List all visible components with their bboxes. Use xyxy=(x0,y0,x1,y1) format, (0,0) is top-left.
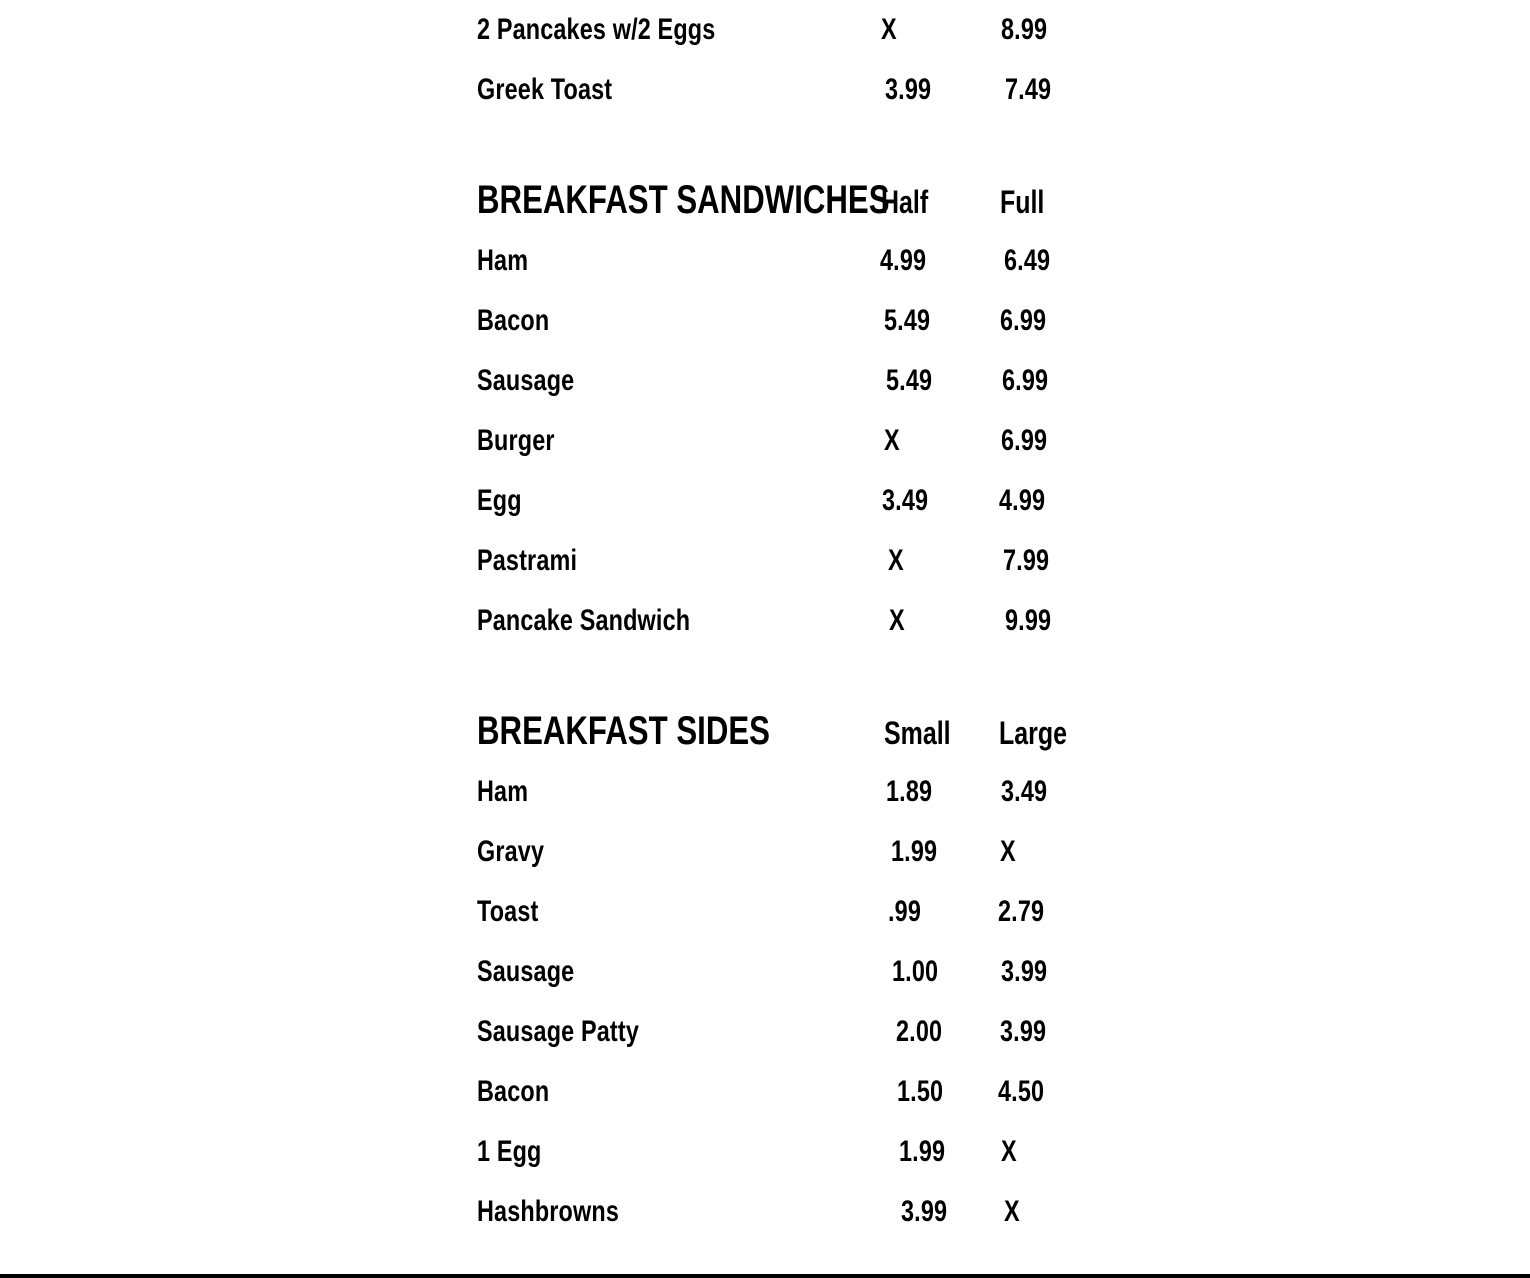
item-price-col2: 2.79 xyxy=(998,895,1045,928)
column-label-half: Half xyxy=(881,184,929,220)
item-price-col1: 1.50 xyxy=(897,1075,944,1108)
menu-row xyxy=(477,241,1117,281)
item-name: Toast xyxy=(477,895,539,928)
item-name: Sausage Patty xyxy=(477,1015,640,1048)
item-price-col2: 3.99 xyxy=(1001,955,1048,988)
item-price-col1: 1.00 xyxy=(892,955,939,988)
menu-row xyxy=(477,70,1117,110)
item-price-col1: 1.99 xyxy=(891,835,938,868)
item-price-col2: X xyxy=(1001,1135,1017,1168)
item-price-col1: .99 xyxy=(888,895,922,928)
section-header-sandwiches xyxy=(477,175,1117,225)
menu-row xyxy=(477,832,1117,872)
column-label-small: Small xyxy=(884,715,951,751)
item-price-col2: 6.99 xyxy=(1002,364,1049,397)
item-name: Pastrami xyxy=(477,544,578,577)
item-name: Bacon xyxy=(477,1075,550,1108)
menu-row xyxy=(477,1192,1117,1232)
item-price-col1: X xyxy=(888,544,904,577)
item-name: Hashbrowns xyxy=(477,1195,619,1228)
item-price-col1: X xyxy=(884,424,900,457)
item-name: Bacon xyxy=(477,304,550,337)
item-price-col2: 4.50 xyxy=(998,1075,1045,1108)
item-price-col2: 7.99 xyxy=(1003,544,1050,577)
menu-row xyxy=(477,772,1117,812)
item-price-col2: 4.99 xyxy=(999,484,1046,517)
item-name: Sausage xyxy=(477,955,575,988)
item-price-col2: 6.99 xyxy=(1001,424,1048,457)
menu-row xyxy=(477,10,1117,50)
item-price-col1: 2.00 xyxy=(896,1015,943,1048)
item-price-col2: 3.49 xyxy=(1001,775,1048,808)
bottom-divider xyxy=(0,1274,1530,1278)
item-price-col1: X xyxy=(881,13,897,46)
item-price-col1: 4.99 xyxy=(880,244,927,277)
menu-row xyxy=(477,301,1117,341)
menu-row xyxy=(477,541,1117,581)
menu-row xyxy=(477,1132,1117,1172)
item-price-col2: 7.49 xyxy=(1005,73,1052,106)
item-name: Burger xyxy=(477,424,555,457)
menu-row xyxy=(477,481,1117,521)
column-label-large: Large xyxy=(999,715,1067,751)
section-header-sides xyxy=(477,706,1117,756)
item-price-col1: 5.49 xyxy=(884,304,931,337)
menu-row xyxy=(477,1072,1117,1112)
item-name: Greek Toast xyxy=(477,73,613,106)
item-name: Gravy xyxy=(477,835,545,868)
menu-row xyxy=(477,361,1117,401)
item-name: 2 Pancakes w/2 Eggs xyxy=(477,13,716,46)
section-title: BREAKFAST SIDES xyxy=(477,709,770,753)
item-name: Egg xyxy=(477,484,522,517)
item-name: Sausage xyxy=(477,364,575,397)
item-price-col1: 5.49 xyxy=(886,364,933,397)
menu-row xyxy=(477,952,1117,992)
item-name: 1 Egg xyxy=(477,1135,542,1168)
menu-row xyxy=(477,1012,1117,1052)
item-price-col1: X xyxy=(889,604,905,637)
item-price-col2: 6.49 xyxy=(1004,244,1051,277)
section-title: BREAKFAST SANDWICHES xyxy=(477,178,890,222)
item-name: Ham xyxy=(477,244,529,277)
item-price-col2: 8.99 xyxy=(1001,13,1048,46)
item-price-col2: X xyxy=(1004,1195,1020,1228)
item-price-col1: 3.99 xyxy=(901,1195,948,1228)
item-name: Ham xyxy=(477,775,529,808)
menu-row xyxy=(477,601,1117,641)
item-price-col1: 3.49 xyxy=(882,484,929,517)
item-price-col1: 3.99 xyxy=(885,73,932,106)
item-price-col2: 3.99 xyxy=(1000,1015,1047,1048)
item-name: Pancake Sandwich xyxy=(477,604,691,637)
item-price-col2: 9.99 xyxy=(1005,604,1052,637)
menu-row xyxy=(477,421,1117,461)
item-price-col1: 1.89 xyxy=(886,775,933,808)
item-price-col2: X xyxy=(1000,835,1016,868)
item-price-col2: 6.99 xyxy=(1000,304,1047,337)
item-price-col1: 1.99 xyxy=(899,1135,946,1168)
menu-row xyxy=(477,892,1117,932)
column-label-full: Full xyxy=(1000,184,1045,220)
